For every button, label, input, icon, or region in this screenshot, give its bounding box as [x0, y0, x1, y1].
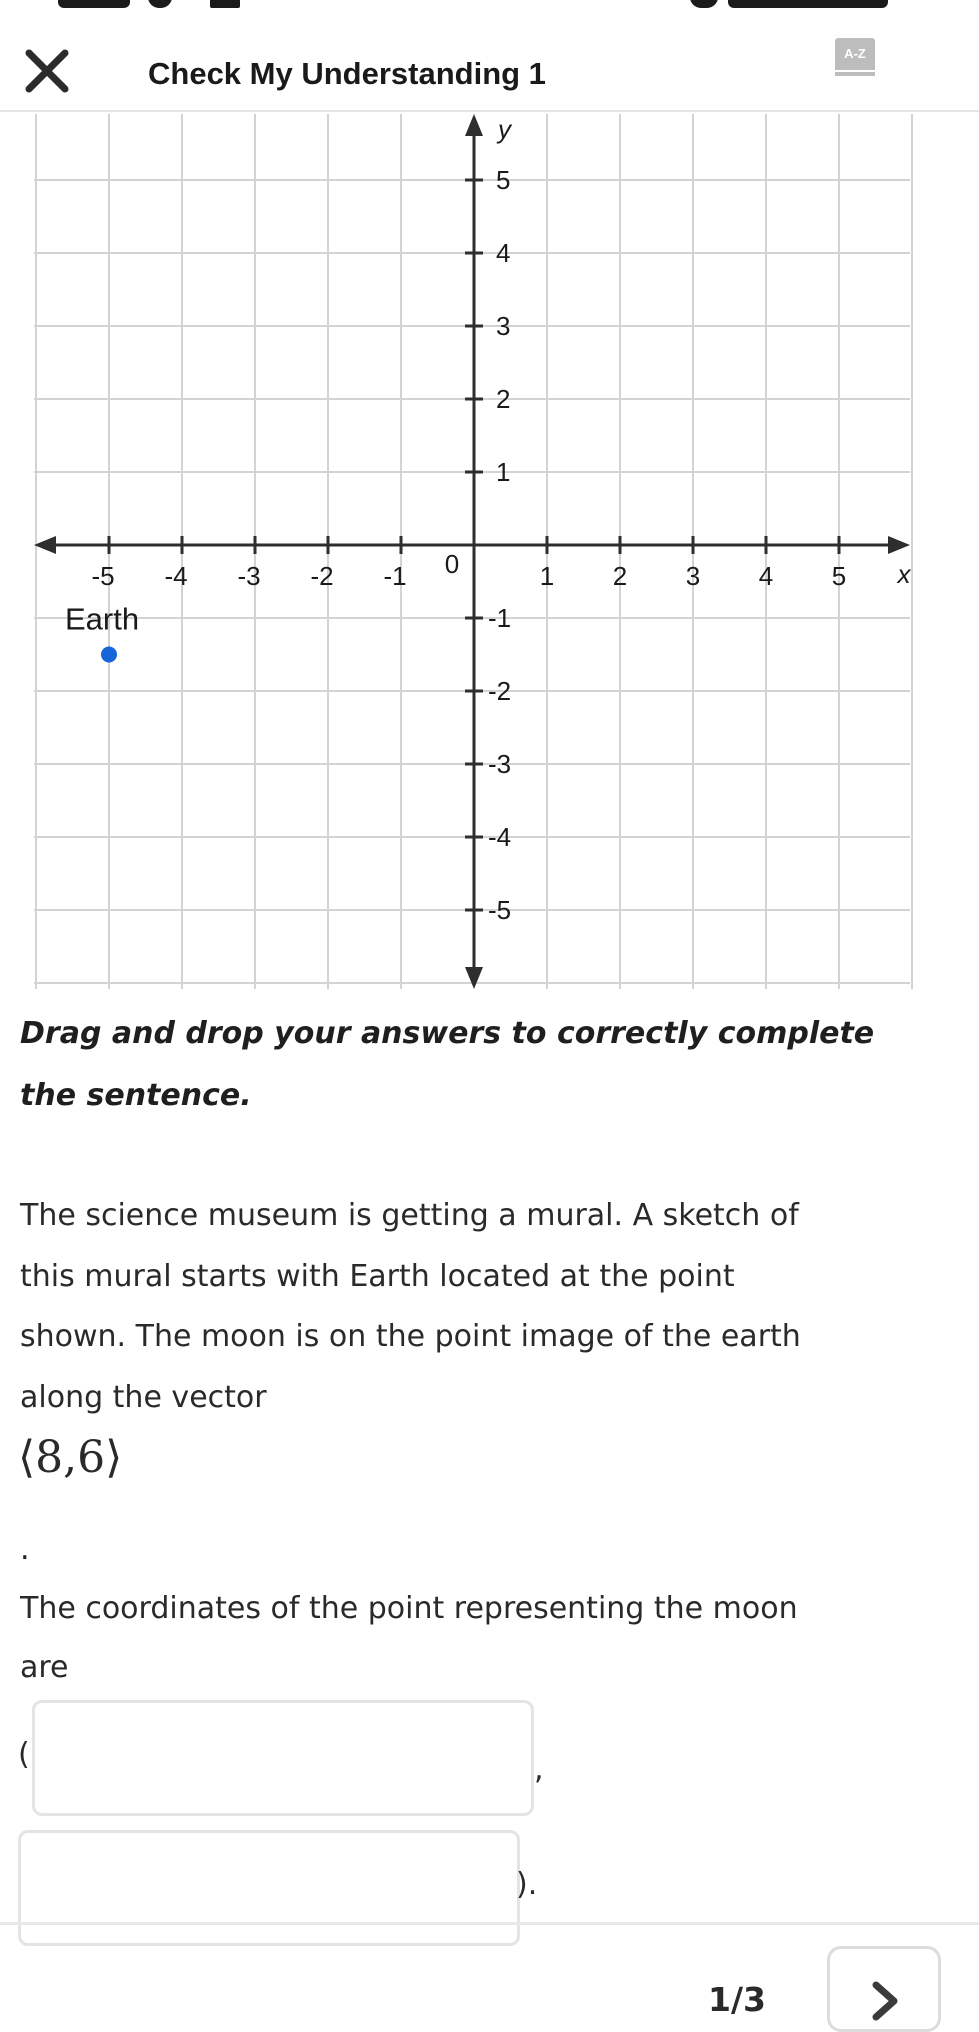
x-tick-label: -1: [383, 561, 407, 591]
x-tick-label: -3: [237, 561, 261, 591]
wifi-icon: [148, 0, 172, 8]
y-tick-label: -2: [488, 676, 512, 706]
x-axis-arrow-left: [34, 536, 56, 554]
problem-text-line-2: this mural starts with Earth located at the point: [20, 1259, 735, 1294]
page-indicator: 1/3: [708, 1980, 766, 2019]
close-parenthesis: ).: [516, 1867, 538, 1902]
x-tick-label: 2: [612, 561, 628, 591]
instructions-line-1: Drag and drop your answers to correctly complete: [20, 1016, 875, 1051]
status-time: [728, 0, 888, 8]
coordinates-text-line-2: are: [20, 1650, 69, 1685]
signal-icon: [210, 0, 240, 8]
mute-icon: [690, 0, 718, 8]
problem-text-line-3: shown. The moon is on the point image of the earth: [20, 1319, 801, 1354]
glossary-icon: A-Z: [835, 38, 875, 70]
y-tick-label: 1: [496, 457, 511, 487]
y-tick-label: 4: [496, 238, 511, 268]
close-button[interactable]: [22, 46, 72, 96]
x-axis-label: x: [897, 559, 911, 589]
y-tick-label: 5: [496, 165, 511, 195]
y-tick-label: -4: [488, 822, 512, 852]
open-parenthesis: (: [18, 1737, 30, 1772]
vector-expression: ⟨8,6⟩: [18, 1432, 123, 1483]
coordinates-text-line-1: The coordinates of the point representing the moon: [20, 1591, 798, 1626]
glossary-button[interactable]: [833, 34, 879, 80]
next-button[interactable]: [827, 1946, 941, 2032]
header: [0, 30, 979, 112]
x-tick-label: 3: [685, 561, 701, 591]
y-coordinate-drop-slot[interactable]: [18, 1830, 520, 1946]
y-tick-label: 2: [496, 384, 511, 414]
x-tick-label: 4: [758, 561, 774, 591]
problem-text-line-1: The science museum is getting a mural. A sketch of: [20, 1198, 799, 1233]
close-icon: [22, 46, 72, 96]
y-axis-label: y: [498, 114, 511, 144]
x-tick-label: -4: [164, 561, 188, 591]
y-tick-label: 3: [496, 311, 511, 341]
earth-label: Earth: [65, 601, 140, 637]
page-title: Check My Understanding 1: [148, 56, 546, 91]
comma: ,: [534, 1752, 544, 1787]
chevron-right-icon: [870, 1981, 902, 2021]
problem-text-line-4: along the vector: [20, 1380, 267, 1415]
origin-label: 0: [444, 549, 460, 579]
battery-icon: [58, 0, 130, 8]
x-coordinate-drop-slot[interactable]: [32, 1700, 534, 1816]
y-axis-arrow-down: [465, 967, 483, 989]
footer-divider: [0, 1922, 979, 1925]
x-axis-arrow-right: [888, 536, 910, 554]
y-tick-label: -3: [488, 749, 512, 779]
earth-point[interactable]: [101, 647, 117, 663]
x-tick-label: -2: [310, 561, 334, 591]
status-bar: [0, 0, 979, 14]
x-tick-label: -5: [91, 561, 115, 591]
y-tick-label: -1: [488, 603, 512, 633]
x-tick-label: 1: [539, 561, 555, 591]
y-axis-arrow-up: [465, 114, 483, 136]
coordinate-graph: [0, 112, 979, 992]
y-tick-label: -5: [488, 895, 512, 925]
x-tick-label: 5: [831, 561, 847, 591]
vector-period: .: [20, 1532, 30, 1567]
instructions-line-2: the sentence.: [20, 1078, 252, 1113]
